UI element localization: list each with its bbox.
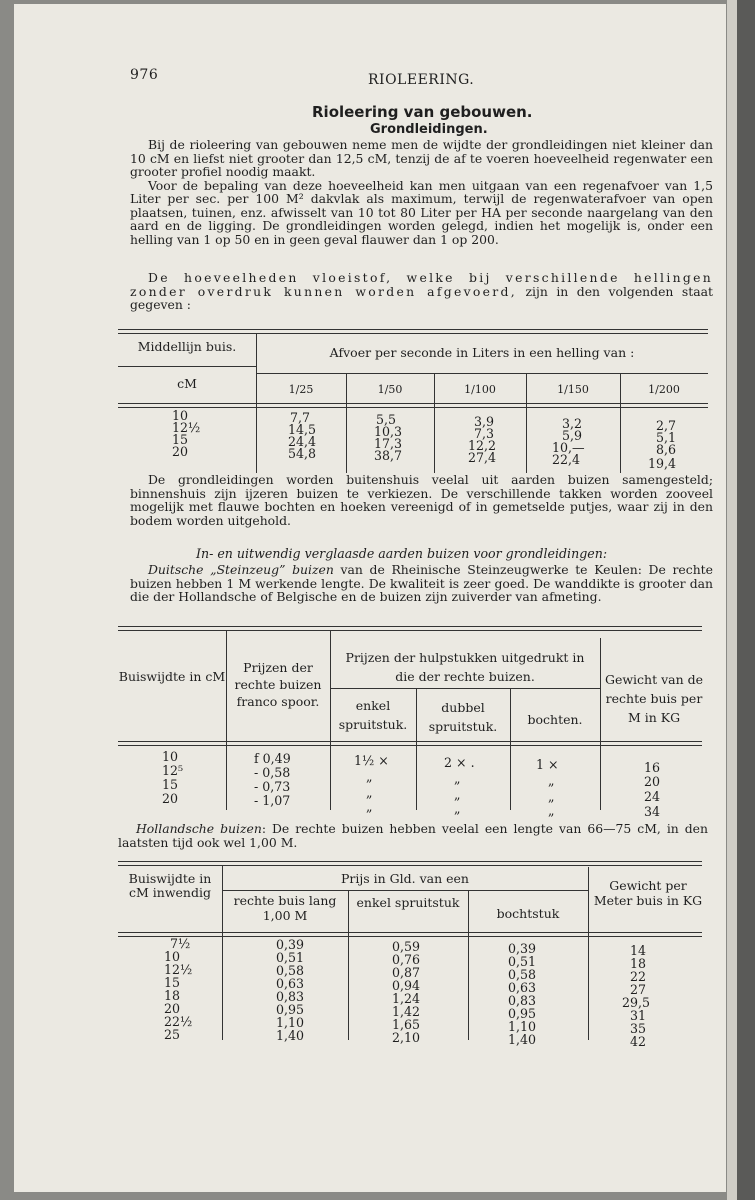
dubbel-factor: „: [454, 771, 461, 786]
enkel-factor: „: [366, 799, 373, 814]
enkel-factor: 1½ ×: [354, 753, 389, 768]
weight-value: 20: [644, 774, 661, 789]
flow-value: 2,7: [656, 418, 677, 433]
table-header-bochtstuk: bochtstuk: [496, 906, 560, 921]
slope-header: 1/50: [377, 383, 403, 396]
table-rule: [346, 407, 347, 473]
enkel-price: 0,87: [392, 965, 421, 980]
intro-text: [130, 138, 713, 246]
bocht-price: 0,63: [508, 980, 537, 995]
table-rule: [348, 890, 349, 1040]
page-number: 976: [130, 67, 159, 83]
table-rule: [330, 688, 600, 689]
table-header-dubbel: dubbel spruitstuk.: [428, 700, 498, 734]
enkel-price: 1,24: [392, 991, 421, 1006]
bocht-price: 0,83: [508, 993, 537, 1008]
italic-heading: In- en uitwendig verglaasde aarden buizen voor grondleidingen:: [196, 546, 608, 561]
width-value: 25: [164, 1027, 181, 1042]
width-value: 15: [164, 975, 181, 990]
flow-value: 38,7: [374, 448, 403, 463]
diameter-value: 12½: [172, 420, 201, 435]
hollandsche-lead: Hollandsche buizen: [136, 821, 262, 836]
spaced-intro: De hoeveelheden vloeistof, welke bij verschillende hellingen zonder overdruk kunnen worden afgevoerd,: [130, 270, 713, 299]
table-header-gewicht: Gewicht per Meter buis in KG: [593, 878, 703, 908]
flow-value: 12,2: [468, 438, 497, 453]
price-value: - 0,58: [254, 765, 291, 780]
intro-paragraph: Voor de bepaling van deze hoeveelheid kan men uitgaan van een regenafvoer van 1,5 Liter per sec. per 100 M² dakvlak als maximum, terwijl de regenwaterafvoer van open plaatsen, tuinen, enz. afwisselt van 10 tot 80 Liter per HA per seconde naargelang van den aard en de ligging. De grondleidingen worden gelegd, indien het mogelijk is, onder een helling van 1 op 50 en in geen geval flauwer dan 1 op 200.: [130, 177, 713, 247]
width-value: 22½: [164, 1014, 193, 1029]
flow-value: 5,9: [562, 428, 583, 443]
weight-value: 22: [630, 969, 647, 984]
width-value: 10: [162, 749, 179, 764]
flow-value: 19,4: [648, 456, 677, 471]
book-spine: [737, 0, 755, 1200]
recht-price: 0,63: [276, 976, 305, 991]
width-value: 20: [162, 791, 179, 806]
duitsche-text: van de Rheinische Steinzeugwerke te Keulen: De rechte buizen hebben 1 M werkende lengte. De kwaliteit is zeer goed. De wanddikte is grooter dan die der Hollandsche of Belgische en de buizen zijn zuiverder van afmeting.: [130, 562, 713, 604]
table-rule: [226, 630, 227, 810]
dubbel-factor: 2 × .: [444, 755, 475, 770]
table-intro: [130, 271, 713, 312]
enkel-factor: „: [366, 769, 373, 784]
table-header-prijs: Prijs in Gld. van een: [341, 871, 469, 886]
flow-value: 7,3: [474, 426, 495, 441]
table-rule: [118, 626, 702, 631]
diameter-value: 10: [172, 408, 189, 423]
diameter-value: 15: [172, 432, 189, 447]
table-rule: [118, 741, 702, 746]
table-header-enkel: enkel spruitstuk: [356, 895, 460, 910]
paragraph-pipes: [130, 473, 713, 527]
slope-header: 1/25: [288, 383, 314, 396]
recht-price: 0,51: [276, 950, 305, 965]
table-header-bochten: bochten.: [527, 712, 583, 727]
table-header-recht: rechte buis lang 1,00 M: [233, 893, 337, 923]
bocht-price: 0,95: [508, 1006, 537, 1021]
enkel-price: 2,10: [392, 1030, 421, 1045]
weight-value: 31: [630, 1008, 647, 1023]
table-rule: [434, 407, 435, 473]
flow-value: 5,5: [376, 412, 397, 427]
enkel-price: 0,76: [392, 952, 421, 967]
bocht-price: 1,10: [508, 1019, 537, 1034]
price-value: f 0,49: [254, 751, 291, 766]
enkel-factor: „: [366, 785, 373, 800]
table-header-buiswijdte: Buiswijdte in cM inwendig: [128, 871, 212, 900]
price-value: - 0,73: [254, 779, 291, 794]
bochten-factor: „: [548, 773, 555, 788]
weight-value: 14: [630, 943, 647, 958]
width-value: 18: [164, 988, 181, 1003]
table-rule: [118, 861, 702, 866]
weight-value: 27: [630, 982, 647, 997]
section-title: Rioleering van gebouwen.: [312, 103, 533, 121]
dubbel-factor: „: [454, 787, 461, 802]
table-header-gewicht: Gewicht van de rechte buis per M in KG: [604, 672, 704, 725]
weight-value: 16: [644, 760, 661, 775]
recht-price: 1,40: [276, 1028, 305, 1043]
width-value: 12⁵: [162, 763, 184, 778]
recht-price: 0,83: [276, 989, 305, 1004]
enkel-price: 0,59: [392, 939, 421, 954]
weight-value: 18: [630, 956, 647, 971]
weight-value: 34: [644, 804, 661, 819]
intro-paragraph: Bij de rioleering van gebouwen neme men de wijdte der grondleidingen niet kleiner dan 10 cM en liefst niet grooter dan 12,5 cM, tenzij de af te voeren hoeveelheid regenwater een grooter profiel noodig maakt.: [130, 137, 713, 179]
width-value: 12½: [164, 962, 193, 977]
recht-price: 0,58: [276, 963, 305, 978]
hollandsche-text: : De rechte buizen hebben veelal een lengte van 66—75 cM, in den laatsten tijd ook wel 1,00 M.: [118, 821, 708, 850]
bocht-price: 1,40: [508, 1032, 537, 1047]
table-header-flow: Afvoer per seconde in Liters in een helling van :: [329, 345, 635, 360]
flow-value: 8,6: [656, 442, 677, 457]
paragraph-hollandsche: [118, 822, 708, 849]
enkel-price: 0,94: [392, 978, 421, 993]
enkel-price: 1,42: [392, 1004, 421, 1019]
flow-value: 24,4: [288, 434, 317, 449]
bocht-price: 0,39: [508, 941, 537, 956]
paragraph-text: De grondleidingen worden buitenshuis veelal uit aarden buizen samengesteld; binnenshuis zijn ijzeren buizen te verkiezen. De verschillende takken worden zooveel mogelijk met flauwe bochten en hoeken vereenigd of in gemetselde putjes, waar zij in den bodem worden uitgehold.: [130, 472, 713, 528]
table-rule: [256, 407, 257, 473]
table-header-diameter: Middellijn buis.: [137, 339, 237, 354]
table-header-enkel: enkel spruitstuk.: [338, 698, 408, 732]
table-header-unit: cM: [177, 376, 197, 391]
dubbel-factor: „: [454, 801, 461, 816]
flow-value: 14,5: [288, 422, 317, 437]
weight-value: 29,5: [622, 995, 651, 1010]
price-value: - 1,07: [254, 793, 291, 808]
flow-value: 27,4: [468, 450, 497, 465]
table-header-prijzen: Prijzen der rechte buizen franco spoor.: [234, 660, 322, 709]
slope-header: 1/200: [648, 383, 680, 396]
weight-value: 35: [630, 1021, 647, 1036]
enkel-price: 1,65: [392, 1017, 421, 1032]
table-rule: [118, 329, 708, 334]
bochten-factor: „: [548, 789, 555, 804]
flow-value: 17,3: [374, 436, 403, 451]
recht-price: 1,10: [276, 1015, 305, 1030]
table-header-hulpstukken: Prijzen der hulpstukken uitgedrukt in die der rechte buizen.: [345, 650, 585, 684]
weight-value: 24: [644, 789, 661, 804]
flow-value: 10,3: [374, 424, 403, 439]
table-rule: [222, 865, 223, 1040]
width-value: 20: [164, 1001, 181, 1016]
bochten-factor: 1 ×: [536, 757, 559, 772]
bocht-price: 0,51: [508, 954, 537, 969]
diameter-value: 20: [172, 444, 189, 459]
page-gutter: [727, 0, 737, 1200]
table-rule: [620, 407, 621, 473]
flow-value: 10,—: [552, 440, 585, 455]
table-rule: [222, 890, 588, 891]
flow-value: 3,2: [562, 416, 583, 431]
width-value: 15: [162, 777, 179, 792]
table-rule: [118, 932, 702, 937]
duitsche-lead: Duitsche „Steinzeug” buizen: [148, 562, 334, 577]
bochten-factor: „: [548, 803, 555, 818]
flow-value: 22,4: [552, 452, 581, 467]
slope-header: 1/150: [557, 383, 589, 396]
table-rule: [510, 688, 511, 810]
recht-price: 0,39: [276, 937, 305, 952]
running-title: RIOLEERING.: [368, 72, 475, 88]
paragraph-duitsche: [130, 563, 713, 604]
flow-value: 3,9: [474, 414, 495, 429]
flow-value: 54,8: [288, 446, 317, 461]
width-value: 7½: [170, 936, 191, 951]
bocht-price: 0,58: [508, 967, 537, 982]
table-rule: [118, 366, 256, 367]
weight-value: 42: [630, 1034, 647, 1049]
recht-price: 0,95: [276, 1002, 305, 1017]
slope-header: 1/100: [464, 383, 496, 396]
table-rule: [588, 867, 589, 1040]
table-rule: [526, 407, 527, 473]
spaced-intro-tail: zijn in den volgenden staat gegeven :: [130, 283, 713, 312]
table-rule: [600, 638, 601, 810]
flow-value: 7,7: [290, 410, 311, 425]
section-subtitle: Grondleidingen.: [370, 122, 488, 137]
width-value: 10: [164, 949, 181, 964]
table-header-buiswijdte: Buiswijdte in cM: [118, 669, 226, 684]
table-rule: [256, 373, 708, 374]
flow-value: 5,1: [656, 430, 677, 445]
